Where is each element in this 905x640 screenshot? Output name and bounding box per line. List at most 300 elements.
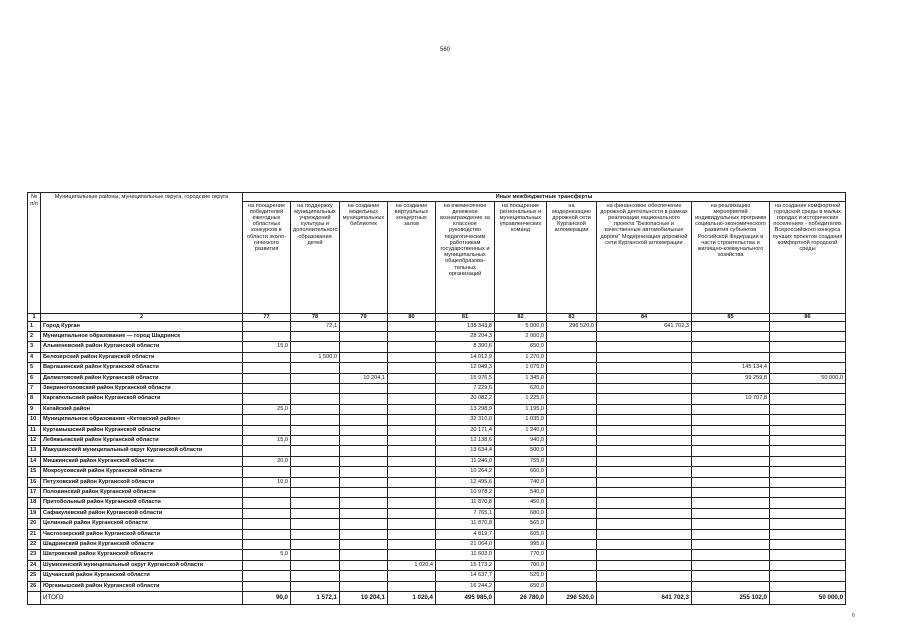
value-cell	[692, 456, 770, 466]
value-cell: 1 020,4	[388, 560, 436, 570]
value-cell	[770, 519, 846, 529]
subheader-78: на поддержку муниципальных учреждений культуры и дополнительного образования детей	[291, 201, 340, 313]
value-cell	[547, 477, 597, 487]
value-cell	[340, 540, 388, 550]
value-cell	[597, 467, 692, 477]
value-cell	[547, 446, 597, 456]
table-row	[28, 352, 846, 362]
value-cell	[388, 352, 436, 362]
value-cell	[597, 446, 692, 456]
value-cell: 1 075,0	[495, 363, 547, 373]
table-row	[28, 415, 846, 425]
total-value: 1 020,4	[388, 592, 436, 605]
value-cell	[770, 425, 846, 435]
value-cell: 15 173,2	[436, 560, 495, 570]
value-cell	[388, 508, 436, 518]
value-cell	[597, 571, 692, 581]
value-cell	[770, 404, 846, 414]
value-cell	[597, 477, 692, 487]
value-cell	[692, 321, 770, 331]
value-cell	[388, 456, 436, 466]
value-cell	[692, 425, 770, 435]
value-cell	[692, 477, 770, 487]
value-cell	[388, 342, 436, 352]
value-cell	[597, 415, 692, 425]
value-cell: 700,0	[495, 560, 547, 570]
value-cell: 605,0	[495, 529, 547, 539]
municipality-name: Мокроусовский район Курганской области	[41, 467, 243, 477]
subheader-85: на реализацию мероприятий индивидуальных программ социально-экономического развития субъектов Российской Федерации в части строительства и жилищно-коммунального хозяйства	[692, 201, 770, 313]
municipality-name: Город Курган	[41, 321, 243, 331]
value-cell: 1 225,0	[495, 394, 547, 404]
value-cell: 15,0	[243, 342, 291, 352]
value-cell	[547, 363, 597, 373]
value-cell	[291, 446, 340, 456]
value-cell	[388, 477, 436, 487]
value-cell: 755,0	[495, 456, 547, 466]
municipality-name: Половинский район Курганской области	[41, 488, 243, 498]
value-cell	[547, 581, 597, 591]
value-cell: 500,0	[495, 446, 547, 456]
municipality-name: Муниципальное образование «Кетовский район»	[41, 415, 243, 425]
row-number: 24	[28, 560, 41, 570]
value-cell	[340, 321, 388, 331]
value-cell	[547, 456, 597, 466]
value-cell: 7 765,1	[436, 508, 495, 518]
value-cell	[692, 581, 770, 591]
table-row	[28, 529, 846, 539]
value-cell: 20 171,4	[436, 425, 495, 435]
value-cell	[597, 425, 692, 435]
value-cell	[692, 519, 770, 529]
value-cell	[692, 540, 770, 550]
row-number: 12	[28, 435, 41, 445]
table-row	[28, 550, 846, 560]
value-cell: 12 495,6	[436, 477, 495, 487]
row-number: 10	[28, 415, 41, 425]
table-row	[28, 404, 846, 414]
value-cell	[388, 383, 436, 393]
value-cell	[770, 498, 846, 508]
value-cell	[770, 363, 846, 373]
row-number: 26	[28, 581, 41, 591]
value-cell	[547, 404, 597, 414]
value-cell	[770, 467, 846, 477]
value-cell	[340, 488, 388, 498]
value-cell	[388, 540, 436, 550]
value-cell	[243, 321, 291, 331]
value-cell: 20 082,2	[436, 394, 495, 404]
municipality-name: Каргапольский район Курганской области	[41, 394, 243, 404]
table-row	[28, 581, 846, 591]
value-cell	[388, 321, 436, 331]
value-cell	[692, 331, 770, 341]
municipality-name: Далматовский район Курганской области	[41, 373, 243, 383]
municipality-name: Петуховский район Курганской области	[41, 477, 243, 487]
value-cell	[770, 581, 846, 591]
value-cell: 13 634,4	[436, 446, 495, 456]
total-row	[28, 592, 846, 605]
value-cell	[597, 560, 692, 570]
municipality-name: Шумихинский муниципальный округ Курганской области	[41, 560, 243, 570]
value-cell	[243, 498, 291, 508]
value-cell	[340, 383, 388, 393]
value-cell	[547, 383, 597, 393]
value-cell	[597, 529, 692, 539]
column-number: 1	[28, 313, 41, 321]
total-label: ИТОГО	[41, 592, 243, 605]
value-cell: 21 064,0	[436, 540, 495, 550]
value-cell	[388, 415, 436, 425]
municipality-name: Звериноголовский район Курганской области	[41, 383, 243, 393]
value-cell: 11 603,0	[436, 550, 495, 560]
value-cell	[597, 373, 692, 383]
table-row	[28, 488, 846, 498]
value-cell	[692, 529, 770, 539]
row-number: 25	[28, 571, 41, 581]
value-cell	[340, 508, 388, 518]
value-cell	[547, 560, 597, 570]
value-cell	[291, 508, 340, 518]
value-cell	[291, 540, 340, 550]
value-cell	[692, 498, 770, 508]
value-cell	[597, 394, 692, 404]
table-row	[28, 425, 846, 435]
municipality-name: Муниципальное образование — город Шадринск	[41, 331, 243, 341]
value-cell: 15,0	[243, 435, 291, 445]
column-number: 78	[291, 313, 340, 321]
value-cell: 1 500,0	[291, 352, 340, 362]
row-number: 14	[28, 456, 41, 466]
page-number: 560	[440, 47, 451, 53]
municipality-name: Сафакулевский район Курганской области	[41, 508, 243, 518]
value-cell	[340, 331, 388, 341]
value-cell: 28 204,3	[436, 331, 495, 341]
value-cell: 20,0	[243, 456, 291, 466]
value-cell	[243, 488, 291, 498]
value-cell	[291, 342, 340, 352]
total-value: 495 985,0	[436, 592, 495, 605]
value-cell	[340, 394, 388, 404]
value-cell	[340, 415, 388, 425]
value-cell: 14 012,9	[436, 352, 495, 362]
value-cell: 13 298,9	[436, 404, 495, 414]
value-cell	[243, 519, 291, 529]
value-cell: 8 300,6	[436, 342, 495, 352]
row-number: 5	[28, 363, 41, 373]
value-cell	[243, 425, 291, 435]
value-cell	[692, 508, 770, 518]
value-cell: 12 138,6	[436, 435, 495, 445]
value-cell	[770, 477, 846, 487]
municipality-name: Целинный район Курганской области	[41, 519, 243, 529]
value-cell	[770, 488, 846, 498]
subheader-77: на поощрение победителей ежегодных областных конкурсов в области эколо-гического развития	[243, 201, 291, 313]
row-number: 3	[28, 342, 41, 352]
total-value: 10 204,1	[340, 592, 388, 605]
value-cell	[388, 435, 436, 445]
value-cell	[692, 550, 770, 560]
value-cell	[597, 352, 692, 362]
value-cell	[692, 415, 770, 425]
value-cell	[243, 415, 291, 425]
value-cell	[388, 363, 436, 373]
value-cell	[770, 456, 846, 466]
value-cell	[340, 550, 388, 560]
value-cell	[243, 394, 291, 404]
value-cell	[291, 404, 340, 414]
value-cell: 620,0	[495, 383, 547, 393]
subheader-84: на финансовое обеспечение дорожной деятельности в рамках реализации национального проекта "Безопасные и качественные автомобильные дороги" Модернизация дорожной сети Курганской агломерации	[597, 201, 692, 313]
column-number: 86	[770, 313, 846, 321]
value-cell: 12 049,3	[436, 363, 495, 373]
value-cell	[547, 571, 597, 581]
value-cell: 15 976,5	[436, 373, 495, 383]
value-cell	[243, 581, 291, 591]
value-cell	[291, 456, 340, 466]
value-cell: 650,0	[495, 342, 547, 352]
subheader-86: на создание комфортной городской среды в малых городах и исторических поселениях - победителях Всероссийского конкурса лучших проектов создания комфортной городской среды	[770, 201, 846, 313]
value-cell	[291, 581, 340, 591]
value-cell	[340, 363, 388, 373]
value-cell	[692, 488, 770, 498]
value-cell	[291, 467, 340, 477]
value-cell: 10,0	[243, 477, 291, 487]
value-cell: 7 229,6	[436, 383, 495, 393]
row-number: 11	[28, 425, 41, 435]
transfers-table	[27, 192, 846, 605]
value-cell: 525,0	[495, 571, 547, 581]
value-cell	[692, 446, 770, 456]
value-cell: 145 134,4	[692, 363, 770, 373]
value-cell	[770, 540, 846, 550]
table-row	[28, 321, 846, 331]
value-cell	[547, 425, 597, 435]
value-cell	[597, 581, 692, 591]
total-value: 255 102,0	[692, 592, 770, 605]
value-cell	[291, 415, 340, 425]
total-value: 296 520,0	[547, 592, 597, 605]
value-cell	[547, 508, 597, 518]
value-cell	[770, 321, 846, 331]
table-row	[28, 373, 846, 383]
subheader-80: на создание виртуальных концертных залов	[388, 201, 436, 313]
value-cell: 10 264,2	[436, 467, 495, 477]
value-cell: 641 702,3	[597, 321, 692, 331]
row-number: 23	[28, 550, 41, 560]
municipality-name: Лебяжьевский район Курганской области	[41, 435, 243, 445]
value-cell: 14 637,7	[436, 571, 495, 581]
value-cell: 650,0	[495, 581, 547, 591]
subheader-81: на ежемесячное денежное вознаграждение за классное руководство педагогическим работникам государственных и муниципальных общеобразова-тельных организаций	[436, 201, 495, 313]
row-number: 18	[28, 498, 41, 508]
municipality-name: Варгашинский район Курганской области	[41, 363, 243, 373]
value-cell	[597, 519, 692, 529]
value-cell	[340, 477, 388, 487]
subheader-83: на модернизацию дорожной сети Курганской агломерации	[547, 201, 597, 313]
value-cell	[692, 560, 770, 570]
value-cell: 138 343,8	[436, 321, 495, 331]
value-cell: 995,0	[495, 540, 547, 550]
value-cell: 770,0	[495, 550, 547, 560]
value-cell: 1 035,0	[495, 415, 547, 425]
value-cell	[388, 488, 436, 498]
value-cell	[770, 550, 846, 560]
value-cell	[692, 352, 770, 362]
row-number: 8	[28, 394, 41, 404]
value-cell	[243, 363, 291, 373]
value-cell	[770, 342, 846, 352]
value-cell	[388, 425, 436, 435]
table-row	[28, 363, 846, 373]
table-row	[28, 508, 846, 518]
value-cell	[291, 373, 340, 383]
value-cell	[547, 352, 597, 362]
row-number: 1	[28, 321, 41, 331]
table-row	[28, 446, 846, 456]
total-value: 50 000,0	[770, 592, 846, 605]
value-cell: 50 000,0	[770, 373, 846, 383]
total-value: 641 702,3	[597, 592, 692, 605]
value-cell	[597, 550, 692, 560]
value-cell	[243, 373, 291, 383]
municipality-name: Шадринский район Курганской области	[41, 540, 243, 550]
row-number: 9	[28, 404, 41, 414]
municipality-name: Катайский район	[41, 404, 243, 414]
value-cell	[243, 383, 291, 393]
row-number: 6	[28, 373, 41, 383]
value-cell	[692, 435, 770, 445]
value-cell: 1 195,0	[495, 404, 547, 414]
total-empty-cell	[28, 592, 41, 605]
value-cell	[340, 456, 388, 466]
value-cell: 11 870,8	[436, 498, 495, 508]
value-cell	[291, 571, 340, 581]
column-number: 77	[243, 313, 291, 321]
value-cell	[243, 352, 291, 362]
table-row	[28, 519, 846, 529]
value-cell: 10 707,8	[692, 394, 770, 404]
column-number: 84	[597, 313, 692, 321]
value-cell: 99 259,8	[692, 373, 770, 383]
value-cell	[291, 529, 340, 539]
table-row	[28, 498, 846, 508]
value-cell	[243, 560, 291, 570]
column-number: 85	[692, 313, 770, 321]
value-cell: 32 310,0	[436, 415, 495, 425]
value-cell	[692, 467, 770, 477]
value-cell	[597, 331, 692, 341]
value-cell: 1 270,0	[495, 352, 547, 362]
value-cell	[340, 498, 388, 508]
table-row	[28, 571, 846, 581]
value-cell	[340, 435, 388, 445]
row-number: 22	[28, 540, 41, 550]
value-cell	[388, 394, 436, 404]
value-cell	[340, 467, 388, 477]
value-cell	[692, 571, 770, 581]
value-cell	[340, 404, 388, 414]
row-number: 20	[28, 519, 41, 529]
value-cell	[388, 446, 436, 456]
value-cell	[770, 435, 846, 445]
table-row	[28, 342, 846, 352]
municipality-name: Мишкинский район Курганской области	[41, 456, 243, 466]
value-cell	[388, 571, 436, 581]
table-row	[28, 383, 846, 393]
value-cell	[291, 435, 340, 445]
header-number: № п/п	[28, 193, 41, 314]
value-cell: 450,0	[495, 498, 547, 508]
value-cell: 10 978,2	[436, 488, 495, 498]
value-cell: 660,0	[495, 467, 547, 477]
table-row	[28, 477, 846, 487]
value-cell	[770, 529, 846, 539]
municipality-name: Щучанский район Курганской области	[41, 571, 243, 581]
total-value: 26 780,0	[495, 592, 547, 605]
value-cell	[547, 519, 597, 529]
column-number: 81	[436, 313, 495, 321]
value-cell	[547, 415, 597, 425]
value-cell: 11 870,8	[436, 519, 495, 529]
municipality-name: Частоозерский район Курганской области	[41, 529, 243, 539]
value-cell	[340, 560, 388, 570]
value-cell	[547, 467, 597, 477]
value-cell	[340, 581, 388, 591]
value-cell: 16 244,2	[436, 581, 495, 591]
value-cell: 5,0	[243, 550, 291, 560]
value-cell	[291, 363, 340, 373]
value-cell	[770, 394, 846, 404]
value-cell	[291, 519, 340, 529]
value-cell	[243, 540, 291, 550]
municipality-name: Куртамышский район Курганской области	[41, 425, 243, 435]
value-cell	[597, 342, 692, 352]
column-numbers-row	[28, 313, 846, 321]
value-cell	[547, 529, 597, 539]
value-cell	[770, 571, 846, 581]
value-cell	[243, 467, 291, 477]
table-row	[28, 560, 846, 570]
value-cell	[547, 331, 597, 341]
value-cell	[597, 498, 692, 508]
value-cell	[770, 352, 846, 362]
row-number: 17	[28, 488, 41, 498]
value-cell	[692, 404, 770, 414]
value-cell: 10 204,1	[340, 373, 388, 383]
table-row	[28, 467, 846, 477]
subheader-79: на создание модельных муниципальных библиотек	[340, 201, 388, 313]
value-cell	[388, 550, 436, 560]
table-row	[28, 394, 846, 404]
value-cell	[243, 571, 291, 581]
total-value: 1 572,1	[291, 592, 340, 605]
row-number: 19	[28, 508, 41, 518]
value-cell	[291, 488, 340, 498]
value-cell	[770, 415, 846, 425]
value-cell: 4 819,7	[436, 529, 495, 539]
value-cell	[291, 394, 340, 404]
value-cell	[770, 383, 846, 393]
value-cell: 565,0	[495, 519, 547, 529]
value-cell	[243, 508, 291, 518]
value-cell: 25,0	[243, 404, 291, 414]
value-cell	[340, 342, 388, 352]
row-number: 4	[28, 352, 41, 362]
value-cell	[388, 581, 436, 591]
value-cell	[388, 519, 436, 529]
row-number: 2	[28, 331, 41, 341]
